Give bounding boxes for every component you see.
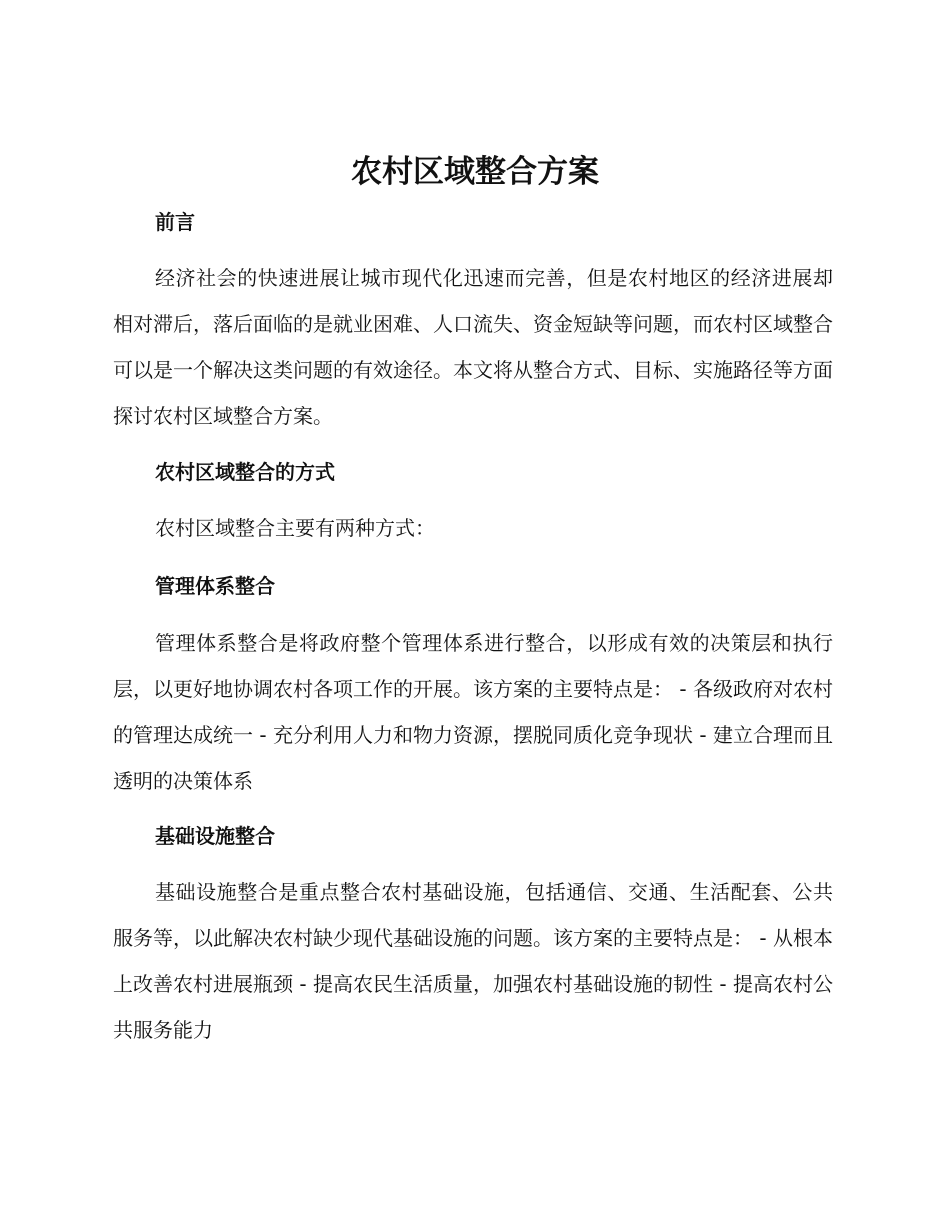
section-paragraph-infrastructure: 基础设施整合是重点整合农村基础设施，包括通信、交通、生活配套、公共服务等，以此解决农村缺少现代基础设施的问题。该方案的主要特点是： - 从根本上改善农村进展瓶颈 - 提高农民生活质量，加强农村基础设施的韧性 - 提高农村公共服务能力 (113, 880, 833, 1042)
section-heading-preface: 前言 (155, 210, 195, 234)
section-heading-infrastructure: 基础设施整合 (155, 824, 275, 848)
section-heading-methods: 农村区域整合的方式 (155, 460, 335, 484)
section-heading-management: 管理体系整合 (155, 574, 275, 598)
section-paragraph-methods: 农村区域整合主要有两种方式： (155, 516, 435, 540)
section-paragraph-preface: 经济社会的快速进展让城市现代化迅速而完善，但是农村地区的经济进展却相对滞后，落后面临的是就业困难、人口流失、资金短缺等问题，而农村区域整合可以是一个解决这类问题的有效途径。本文将从整合方式、目标、实施路径等方面探讨农村区域整合方案。 (113, 266, 833, 428)
section-paragraph-management: 管理体系整合是将政府整个管理体系进行整合，以形成有效的决策层和执行层，以更好地协调农村各项工作的开展。该方案的主要特点是： - 各级政府对农村的管理达成统一 - 充分利用人力和物力资源，摆脱同质化竞争现状 - 建立合理而且透明的决策体系 (113, 631, 833, 793)
document-title: 农村区域整合方案 (351, 154, 599, 190)
